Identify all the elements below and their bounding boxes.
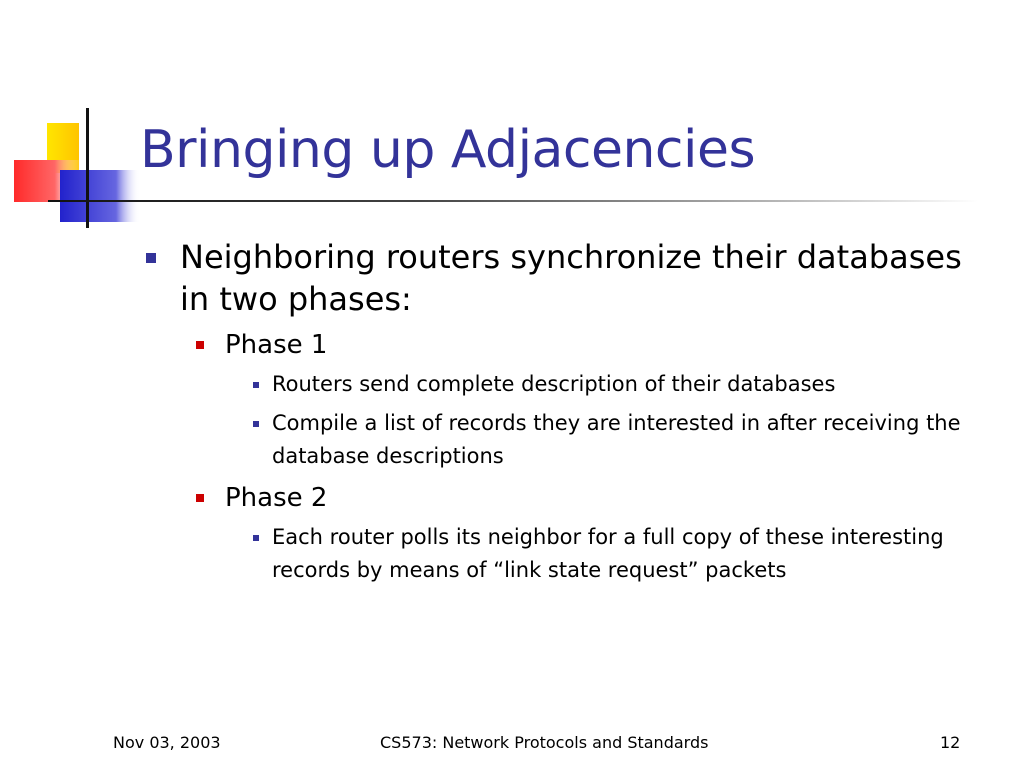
- bullet-level3: [248, 368, 962, 401]
- footer-page-number: 12: [940, 733, 961, 752]
- square-bullet-icon: [253, 535, 259, 541]
- square-bullet-icon: [146, 253, 156, 263]
- square-bullet-icon: [196, 341, 204, 349]
- bullet-text: Routers send complete description of their databases: [272, 372, 836, 396]
- bullet-text: Neighboring routers synchronize their databases in two phases:: [180, 238, 962, 318]
- bullet-text: Phase 2: [225, 483, 328, 513]
- slide-body: [140, 236, 990, 587]
- bullet-text: Phase 1: [225, 330, 328, 360]
- square-bullet-icon: [253, 382, 259, 388]
- footer-date: Nov 03, 2003: [113, 733, 221, 752]
- title-divider: [48, 200, 978, 202]
- logo-blue-square: [60, 170, 140, 222]
- logo-vertical-line: [86, 108, 89, 228]
- slide-title: Bringing up Adjacencies: [140, 120, 756, 180]
- square-bullet-icon: [253, 421, 259, 427]
- bullet-text: Each router polls its neighbor for a full copy of these interesting records by means of “link state request” packets: [272, 525, 944, 582]
- slide-logo-decoration: [0, 0, 160, 240]
- bullet-level2: [190, 481, 990, 515]
- bullet-level2: [190, 328, 990, 362]
- bullet-level3: [248, 521, 962, 587]
- bullet-level3: [248, 407, 962, 473]
- footer-course-title: CS573: Network Protocols and Standards: [380, 733, 709, 752]
- bullet-level1: [140, 236, 990, 320]
- bullet-text: Compile a list of records they are interested in after receiving the database descriptions: [272, 411, 961, 468]
- square-bullet-icon: [196, 494, 204, 502]
